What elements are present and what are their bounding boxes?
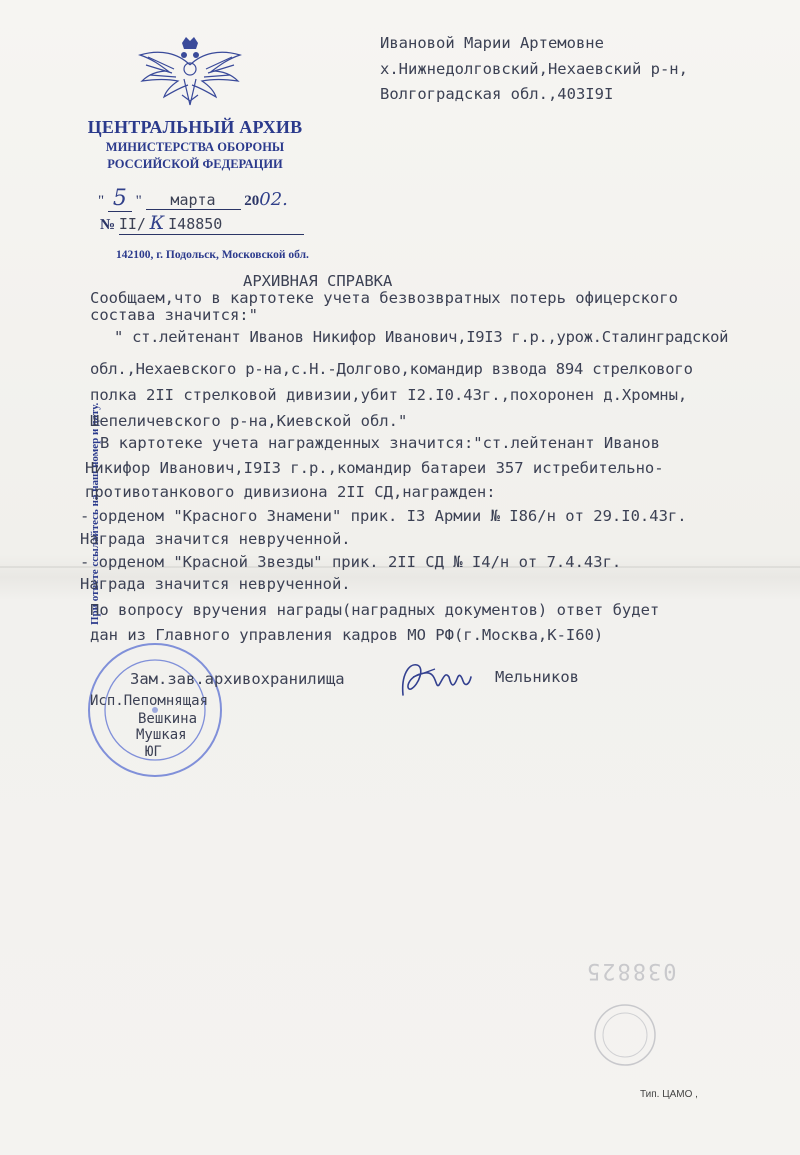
body-line: полка 2II стрелковой дивизии,убит I2.I0.43г.,похоронен д.Хромны, — [90, 386, 688, 404]
number-underline — [119, 212, 304, 235]
recipient-address: х.Нижнедолговский,Нехаевский р-н, — [380, 60, 688, 78]
date-row — [98, 186, 288, 212]
executor-line: Мушкая — [136, 727, 187, 743]
printer-mark: Тип. ЦАМО , — [640, 1089, 698, 1100]
number-hand-letter: К — [149, 212, 165, 234]
body-line: Награда значится неврученной. — [80, 530, 351, 548]
eagle-emblem-icon — [138, 35, 242, 113]
body-line: Награда значится неврученной. — [80, 575, 351, 593]
document-heading: АРХИВНАЯ СПРАВКА — [243, 272, 393, 290]
number-sign: № — [100, 217, 116, 233]
body-line: противотанкового дивизиона 2II СД,награжден: — [85, 483, 496, 501]
date-year-prefix: 20 — [244, 193, 260, 209]
body-line: В картотеке учета награжденных значится:"ст.лейтенант Иванов — [100, 434, 660, 452]
body-line: Шепеличевского р-на,Киевской обл." — [90, 412, 408, 430]
date-month: марта — [146, 191, 241, 210]
date-quote-open: " — [98, 193, 105, 209]
signatory-name: Мельников — [495, 668, 579, 686]
body-line: Сообщаем,что в картотеке учета безвозвратных потерь офицерского — [90, 289, 678, 307]
executor-line: ЮГ — [145, 744, 162, 760]
number-value: II/ — [118, 215, 146, 233]
org-subtitle-ministry: МИНИСТЕРСТВА ОБОРОНЫ — [105, 140, 285, 154]
recipient-name: Ивановой Марии Артемовне — [380, 34, 604, 52]
body-line: - орденом "Красной Звезды" прик. 2II СД № I4/н от 7.4.43г. — [80, 553, 622, 571]
bleed-through-number: 038825 — [585, 958, 677, 983]
number-rest: I48850 — [168, 215, 223, 233]
recipient-region: Волгоградская обл.,403I9I — [380, 85, 614, 103]
handwritten-signature-icon — [395, 655, 475, 705]
body-line: - орденом "Красного Знамени" прик. I3 Армии № I86/н от 29.I0.43г. — [80, 507, 687, 525]
org-postal-address: 142100, г. Подольск, Московской обл. — [116, 249, 309, 261]
body-line: дан из Главного управления кадров МО РФ(г.Москва,К-I60) — [90, 626, 604, 644]
date-quote-close: " — [135, 193, 142, 209]
signatory-position: Зам.зав.архивохранилища — [130, 670, 345, 688]
body-line: обл.,Нехаевского р-на,с.Н.-Долгово,командир взвода 894 стрелкового — [90, 360, 693, 378]
body-line: " ст.лейтенант Иванов Никифор Иванович,I9I3 г.р.,урож.Сталинградской — [114, 328, 729, 346]
org-subtitle-country: РОССИЙСКОЙ ФЕДЕРАЦИИ — [107, 157, 283, 171]
body-line: По вопросу вручения награды(наградных документов) ответ будет — [90, 601, 660, 619]
date-year: 02. — [259, 189, 288, 210]
date-day: 5 — [108, 186, 132, 212]
reference-number-row — [100, 212, 304, 235]
side-reference-note: При ответе ссылайтесь на наш номер и дату. — [89, 402, 101, 625]
executor-line: Исп.Пепомнящая — [90, 693, 209, 709]
executor-line: Вешкина — [138, 711, 198, 727]
body-line: Никифор Иванович,I9I3 г.р.,командир батареи 357 истребительно- — [85, 459, 664, 477]
faint-stamp-icon — [590, 1000, 660, 1070]
org-title: ЦЕНТРАЛЬНЫЙ АРХИВ — [87, 117, 303, 137]
body-line: состава значится:" — [90, 306, 258, 324]
